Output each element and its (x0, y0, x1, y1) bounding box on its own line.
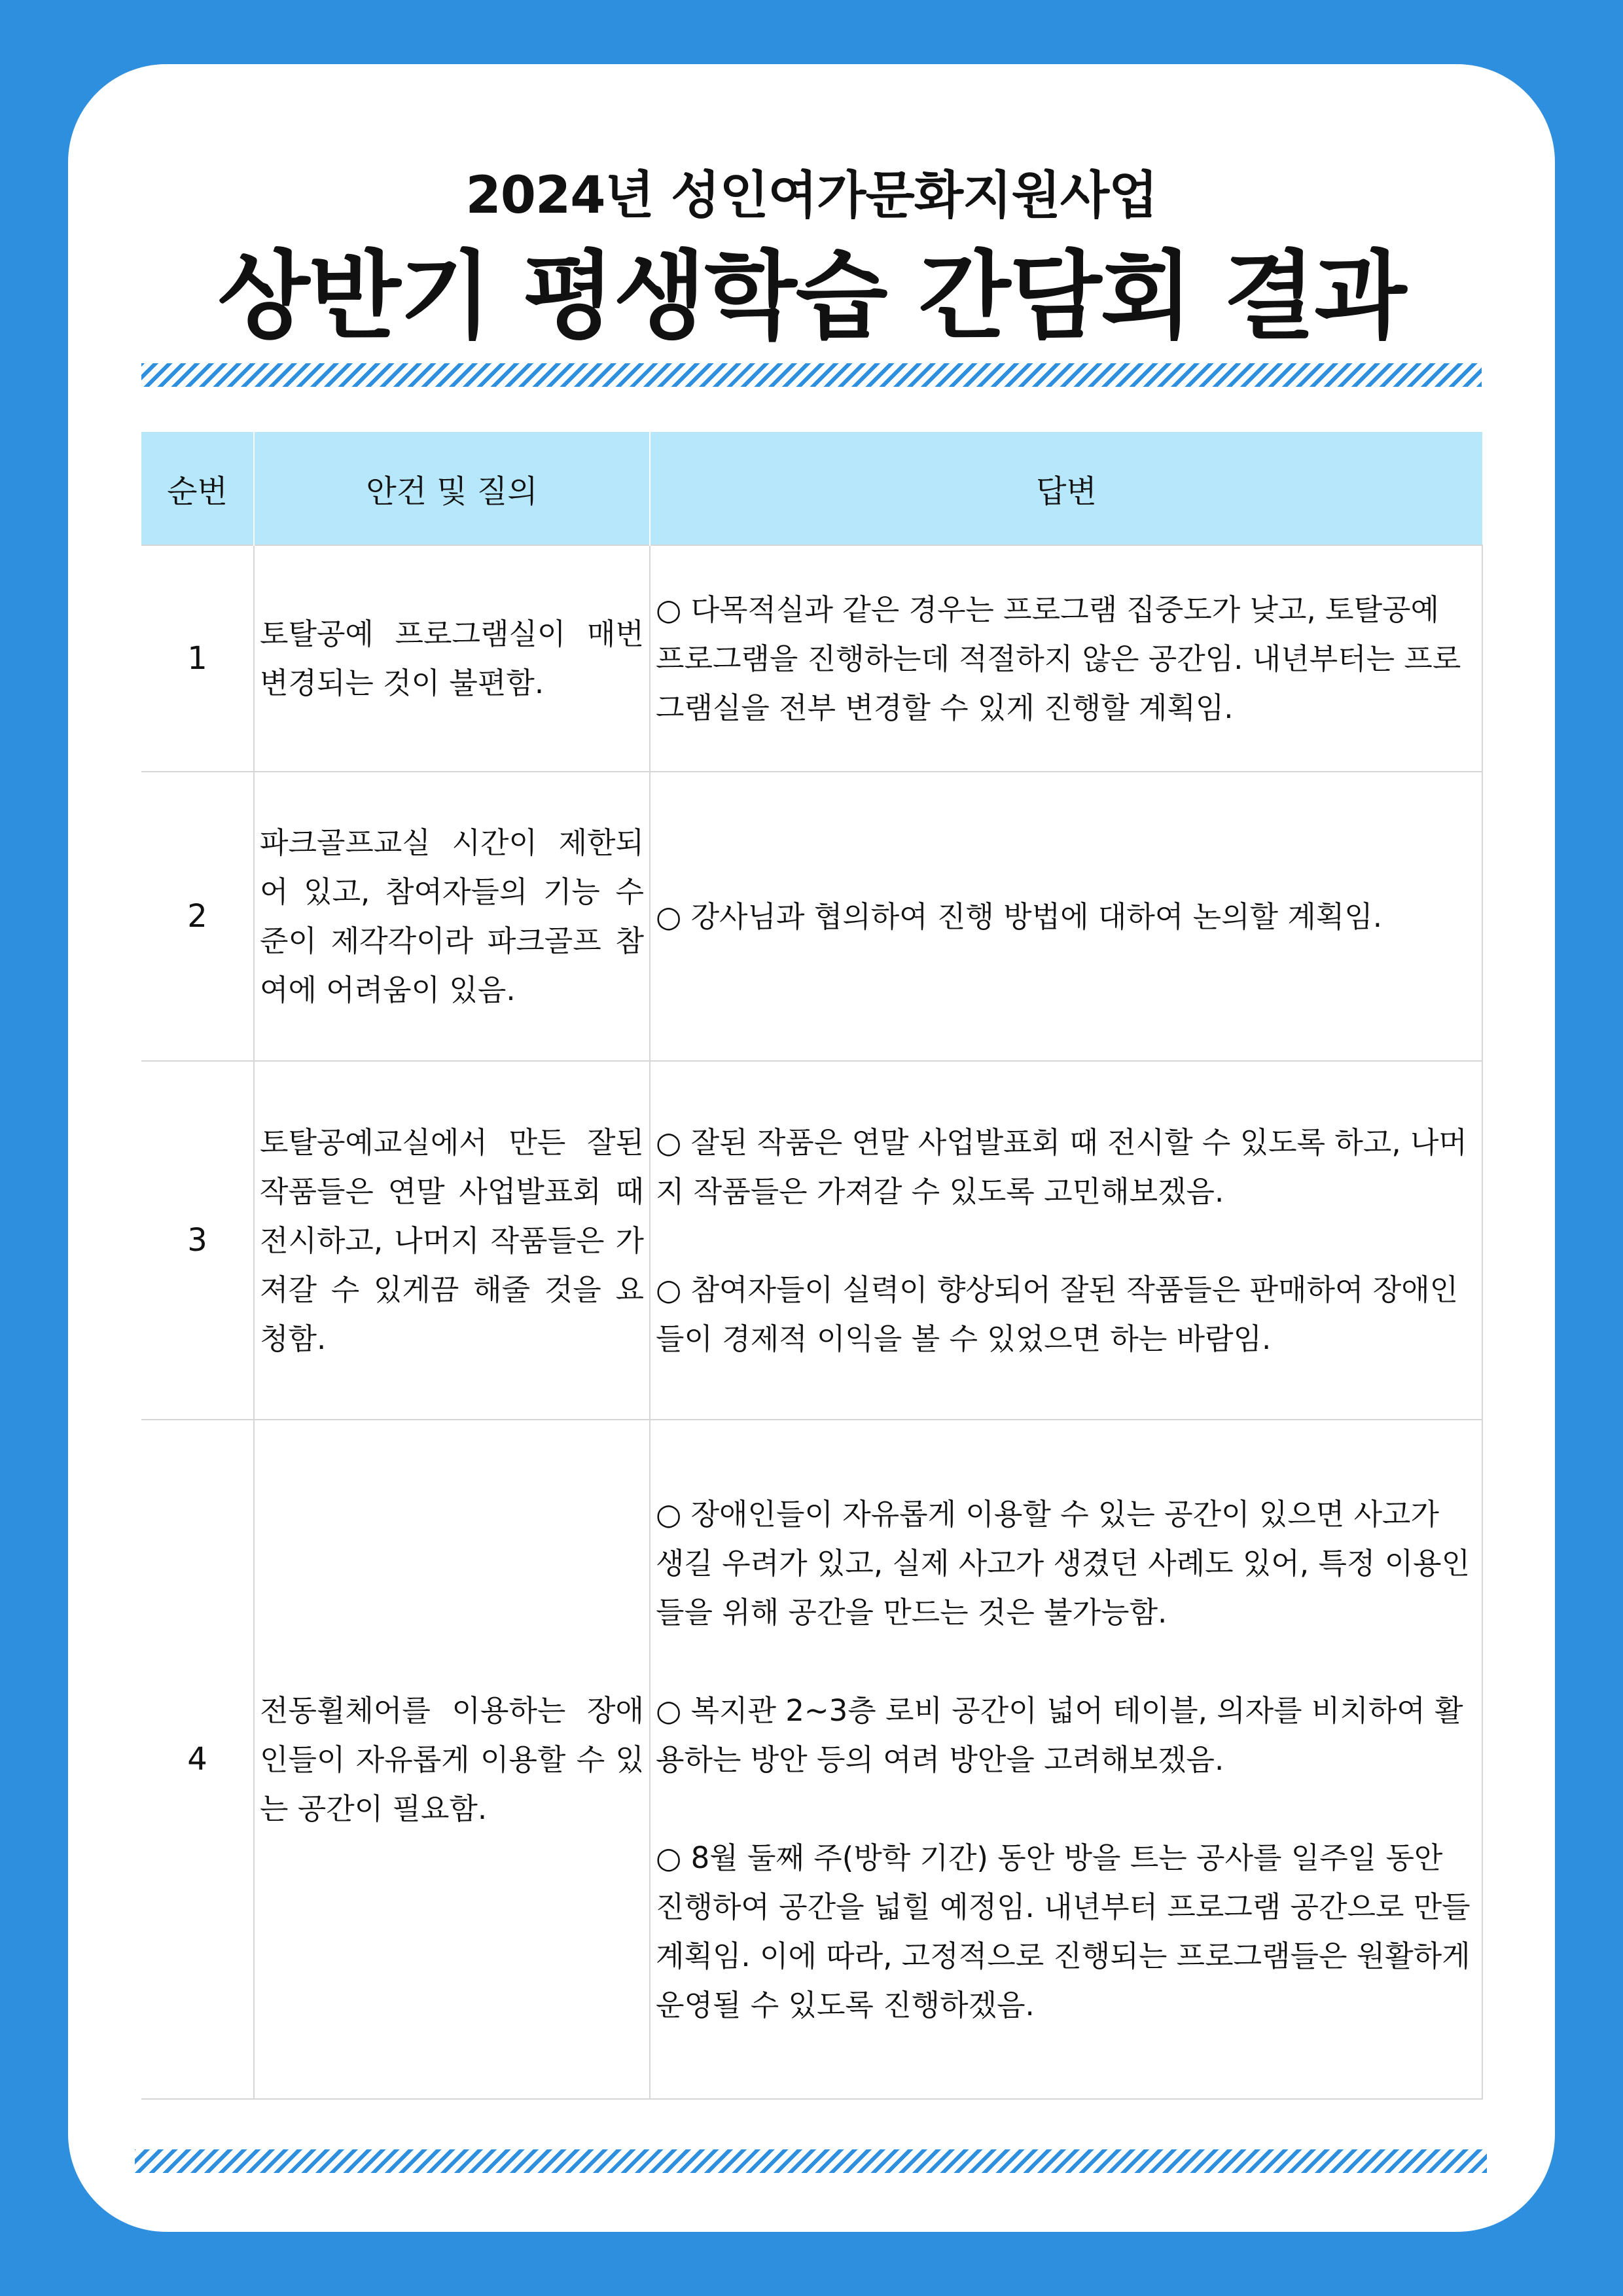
table-row (141, 772, 1482, 1061)
answer-cell (650, 1061, 1482, 1420)
column-header-number: 순번 (141, 432, 254, 545)
answer-item: ○ 복지관 2~3층 로비 공간이 넓어 테이블, 의자를 비치하여 활용하는 방안 등의 여려 방안을 고려해보겠음. (656, 1693, 1463, 1777)
document-subtitle: 2024년 성인여가문화지원사업 (465, 166, 1158, 225)
row-number: 4 (141, 1420, 254, 2099)
answer-cell (650, 772, 1482, 1061)
row-number: 2 (141, 772, 254, 1061)
answer-cell (650, 1420, 1482, 2099)
answer-item: ○ 강사님과 협의하여 진행 방법에 대하여 논의할 계획임. (656, 899, 1383, 934)
table-row (141, 1061, 1482, 1420)
column-header-answer: 답변 (650, 432, 1482, 545)
answer-item: ○ 장애인들이 자유롭게 이용할 수 있는 공간이 있으면 사고가 생길 우려가 있고, 실제 사고가 생겼던 사례도 있어, 특정 이용인들을 위해 공간을 만드는 것은 불가능함. (656, 1496, 1471, 1630)
meeting-results-table (141, 432, 1483, 2100)
question-cell: 파크골프교실 시간이 제한되어 있고, 참여자들의 기능 수준이 제각각이라 파크골프 참여에 어려움이 있음. (254, 772, 650, 1061)
table-row (141, 545, 1482, 772)
answer-item: ○ 8월 둘째 주(방학 기간) 동안 방을 트는 공사를 일주일 동안 진행하여 공간을 넓힐 예정임. 내년부터 프로그램 공간으로 만들 계획임. 이에 따라, 고정적으로 진행되는 프로그램들은 원활하게 운영될 수 있도록 진행하겠음. (656, 1840, 1471, 2022)
top-hatch-divider (141, 363, 1482, 387)
answer-item: ○ 다목적실과 같은 경우는 프로그램 집중도가 낮고, 토탈공예 프로그램을 진행하는데 적절하지 않은 공간임. 내년부터는 프로그램실을 전부 변경할 수 있게 진행할 계획임. (656, 592, 1461, 725)
question-cell: 토탈공예교실에서 만든 잘된 작품들은 연말 사업발표회 때 전시하고, 나머지 작품들은 가져갈 수 있게끔 해줄 것을 요청함. (254, 1061, 650, 1420)
question-cell: 토탈공예 프로그램실이 매번 변경되는 것이 불편함. (254, 545, 650, 772)
table-row (141, 1420, 1482, 2099)
bottom-hatch-divider (135, 2149, 1487, 2173)
answer-cell (650, 545, 1482, 772)
table-header-row (141, 432, 1482, 545)
answer-item: ○ 참여자들이 실력이 향상되어 잘된 작품들은 판매하여 장애인들이 경제적 이익을 볼 수 있었으면 하는 바람임. (656, 1272, 1459, 1356)
document-title: 상반기 평생학습 간담회 결과 (217, 241, 1406, 352)
column-header-question: 안건 및 질의 (254, 432, 650, 545)
question-cell: 전동휠체어를 이용하는 장애인들이 자유롭게 이용할 수 있는 공간이 필요함. (254, 1420, 650, 2099)
row-number: 1 (141, 545, 254, 772)
answer-item: ○ 잘된 작품은 연말 사업발표회 때 전시할 수 있도록 하고, 나머지 작품들은 가져갈 수 있도록 고민해보겠음. (656, 1124, 1467, 1209)
row-number: 3 (141, 1061, 254, 1420)
